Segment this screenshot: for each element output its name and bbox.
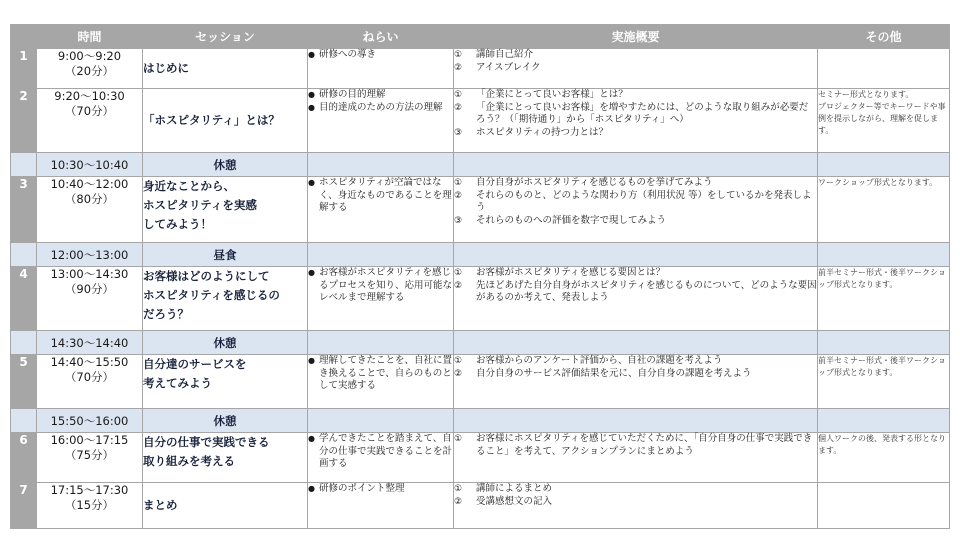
session-row bbox=[11, 89, 950, 153]
details-cell bbox=[454, 243, 818, 267]
detail-text: 「企業にとって良いお客様」とは？ bbox=[476, 89, 628, 100]
break-time: 15:50〜16:00 bbox=[37, 409, 143, 433]
session-title-line: ホスピタリティを実感 bbox=[143, 198, 257, 212]
aim-cell bbox=[308, 433, 454, 483]
detail-number: ② bbox=[454, 496, 463, 507]
session-title bbox=[143, 49, 308, 89]
aim-item bbox=[308, 433, 453, 471]
duration: （70分） bbox=[64, 370, 115, 384]
detail-text: お客様からのアンケート評価から、自社の課題を考えよう bbox=[476, 355, 723, 366]
details-cell bbox=[454, 355, 818, 409]
aim-text: 研修の目的理解 bbox=[319, 89, 386, 100]
other-cell bbox=[818, 49, 950, 89]
detail-item bbox=[454, 127, 817, 140]
details-cell bbox=[454, 153, 818, 177]
detail-item bbox=[454, 496, 817, 509]
detail-item bbox=[454, 280, 817, 305]
session-title-line: 自分達のサービスを bbox=[143, 357, 247, 371]
session-title-line: してみよう！ bbox=[143, 217, 212, 231]
aim-item bbox=[308, 49, 453, 62]
detail-number: ② bbox=[454, 280, 463, 291]
row-number: 3 bbox=[11, 177, 37, 243]
session-row bbox=[11, 267, 950, 331]
detail-number: ③ bbox=[454, 127, 463, 138]
aim-cell bbox=[308, 243, 454, 267]
duration: （80分） bbox=[64, 192, 115, 206]
other-cell bbox=[818, 89, 950, 153]
session-title-line: 自分の仕事で実践できる bbox=[143, 435, 270, 449]
break-label: 休憩 bbox=[143, 331, 308, 355]
schedule-body bbox=[11, 49, 950, 529]
session-title-line: お客様はどのようにして bbox=[143, 269, 270, 283]
detail-number: ① bbox=[454, 356, 463, 366]
bullet-icon: ● bbox=[308, 484, 315, 493]
break-time: 14:30〜14:40 bbox=[37, 331, 143, 355]
aim-item bbox=[308, 89, 453, 102]
session-title-line: 取り組みを考える bbox=[143, 454, 235, 468]
row-number: 6 bbox=[11, 433, 37, 483]
session-row bbox=[11, 177, 950, 243]
bullet-icon: ● bbox=[308, 90, 315, 99]
header-details: 実施概要 bbox=[454, 25, 818, 49]
break-time: 12:00〜13:00 bbox=[37, 243, 143, 267]
other-cell bbox=[818, 409, 950, 433]
bullet-icon: ● bbox=[308, 178, 315, 187]
time-range: 17:15〜17:30 bbox=[50, 483, 129, 497]
other-cell bbox=[818, 483, 950, 529]
detail-number: ① bbox=[454, 268, 463, 278]
detail-text: 受講感想文の記入 bbox=[476, 495, 553, 507]
session-title bbox=[143, 267, 308, 331]
header-number bbox=[11, 25, 37, 49]
detail-number: ② bbox=[454, 62, 463, 73]
other-cell bbox=[818, 243, 950, 267]
session-title bbox=[143, 483, 308, 529]
break-row bbox=[11, 153, 950, 177]
bullet-icon: ● bbox=[308, 268, 315, 277]
header-row bbox=[11, 25, 950, 49]
other-cell bbox=[818, 153, 950, 177]
detail-text: それらのものと、どのような関わり方（利用状況 等）をしているかを発表しよう bbox=[476, 189, 812, 213]
detail-item bbox=[454, 62, 817, 75]
session-title-line: 身近なことから、 bbox=[143, 179, 235, 193]
aim-item bbox=[308, 355, 453, 393]
detail-text: お客様がホスピタリティを感じる要因とは？ bbox=[476, 267, 666, 278]
detail-text: 自分自身がホスピタリティを感じるものを挙げてみよう bbox=[476, 177, 713, 188]
row-number bbox=[11, 331, 37, 355]
detail-number: ① bbox=[454, 178, 463, 188]
row-number: 2 bbox=[11, 89, 37, 153]
row-number bbox=[11, 243, 37, 267]
row-number bbox=[11, 153, 37, 177]
session-title-line: 考えてみよう bbox=[143, 376, 212, 390]
time-cell bbox=[37, 355, 143, 409]
detail-item bbox=[454, 483, 817, 496]
detail-text: 先ほどあげた自分自身がホスピタリティを感じるものについて、どのような要因があるのか考えて、発表しよう bbox=[476, 279, 817, 303]
detail-number: ① bbox=[454, 434, 463, 444]
header-aim: ねらい bbox=[308, 25, 454, 49]
time-range: 14:40〜15:50 bbox=[50, 355, 129, 369]
session-row bbox=[11, 483, 950, 529]
break-row bbox=[11, 331, 950, 355]
row-number: 1 bbox=[11, 49, 37, 89]
session-title-line: ホスピタリティを感じるの bbox=[143, 288, 280, 302]
aim-text: お客様がホスピタリティを感じるプロセスを知り、応用可能なレベルまで理解する bbox=[319, 267, 453, 303]
detail-text: 自分自身のサービス評価結果を元に、自分自身の課題を考えよう bbox=[476, 367, 752, 379]
other-cell bbox=[818, 267, 950, 331]
aim-text: 研修のポイント整理 bbox=[319, 483, 405, 494]
other-cell bbox=[818, 355, 950, 409]
time-range: 13:00〜14:30 bbox=[50, 267, 129, 281]
session-row bbox=[11, 49, 950, 89]
row-number: 4 bbox=[11, 267, 37, 331]
detail-text: 「企業にとって良いお客様」を増やすためには、どのような取り組みが必要だろう？（「期待通り」から「ホスピタリティ」へ） bbox=[476, 101, 809, 125]
detail-item bbox=[454, 49, 817, 62]
time-cell bbox=[37, 49, 143, 89]
header-session: セッション bbox=[143, 25, 308, 49]
duration: （75分） bbox=[64, 448, 115, 462]
duration: （15分） bbox=[64, 498, 115, 512]
time-range: 9:00〜9:20 bbox=[57, 49, 122, 63]
time-cell bbox=[37, 267, 143, 331]
session-title bbox=[143, 89, 308, 153]
aim-cell bbox=[308, 355, 454, 409]
aim-text: 理解してきたことを、自社に置き換えることで、自らのものとして実感する bbox=[319, 355, 453, 391]
bullet-icon: ● bbox=[308, 434, 315, 443]
detail-item bbox=[454, 177, 817, 190]
other-cell bbox=[818, 433, 950, 483]
break-row bbox=[11, 243, 950, 267]
detail-text: アイスブレイク bbox=[476, 61, 541, 73]
details-cell bbox=[454, 433, 818, 483]
time-cell bbox=[37, 177, 143, 243]
aim-cell bbox=[308, 177, 454, 243]
aim-cell bbox=[308, 331, 454, 355]
detail-item bbox=[454, 89, 817, 102]
session-title bbox=[143, 433, 308, 483]
detail-number: ③ bbox=[454, 215, 463, 226]
time-range: 9:20〜10:30 bbox=[54, 89, 125, 103]
detail-item bbox=[454, 355, 817, 368]
detail-item bbox=[454, 368, 817, 381]
aim-item bbox=[308, 267, 453, 305]
detail-number: ① bbox=[454, 50, 463, 60]
other-cell bbox=[818, 331, 950, 355]
row-number: 7 bbox=[11, 483, 37, 529]
duration: （90分） bbox=[64, 282, 115, 296]
other-note: 前半セミナー形式・後半ワークショップ形式となります。 bbox=[818, 268, 946, 289]
header-time: 時間 bbox=[37, 25, 143, 49]
aim-cell bbox=[308, 89, 454, 153]
aim-text: 目的達成のための方法の理解 bbox=[319, 101, 443, 113]
detail-text: 講師によるまとめ bbox=[476, 483, 553, 494]
detail-number: ② bbox=[454, 102, 463, 113]
other-cell bbox=[818, 177, 950, 243]
bullet-icon: ● bbox=[308, 50, 315, 59]
other-note: プロジェクター等でキーワードや事例を提示しながら、理解を促します。 bbox=[818, 102, 946, 135]
other-note: 個人ワークの後、発表する形となります。 bbox=[818, 434, 946, 455]
duration: （20分） bbox=[64, 64, 115, 78]
details-cell bbox=[454, 483, 818, 529]
session-title bbox=[143, 355, 308, 409]
other-note: ワークショップ形式となります。 bbox=[818, 178, 938, 187]
detail-number: ② bbox=[454, 368, 463, 379]
break-label: 昼食 bbox=[143, 243, 308, 267]
detail-item bbox=[454, 267, 817, 280]
detail-text: ホスピタリティの持つ力とは？ bbox=[476, 126, 609, 138]
session-title bbox=[143, 177, 308, 243]
aim-text: ホスピタリティが空論ではなく、身近なものであることを理解する bbox=[319, 177, 452, 213]
aim-cell bbox=[308, 49, 454, 89]
row-number: 5 bbox=[11, 355, 37, 409]
time-cell bbox=[37, 483, 143, 529]
duration: （70分） bbox=[64, 104, 115, 118]
aim-item bbox=[308, 483, 453, 496]
aim-text: 学んできたことを踏まえて、自分の仕事で実践できることを計画する bbox=[319, 433, 453, 469]
aim-cell bbox=[308, 483, 454, 529]
header-other: その他 bbox=[818, 25, 950, 49]
details-cell bbox=[454, 331, 818, 355]
detail-number: ② bbox=[454, 190, 463, 201]
details-cell bbox=[454, 49, 818, 89]
session-title-line: まとめ bbox=[143, 498, 178, 512]
detail-text: 講師自己紹介 bbox=[476, 49, 534, 60]
detail-item bbox=[454, 190, 817, 215]
detail-item bbox=[454, 433, 817, 458]
session-row bbox=[11, 355, 950, 409]
detail-number: ① bbox=[454, 484, 463, 494]
detail-text: それらのものへの評価を数字で現してみよう bbox=[476, 214, 667, 226]
detail-item bbox=[454, 102, 817, 127]
break-row bbox=[11, 409, 950, 433]
aim-cell bbox=[308, 267, 454, 331]
row-number bbox=[11, 409, 37, 433]
other-note: 前半セミナー形式・後半ワークショップ形式となります。 bbox=[818, 356, 946, 377]
break-time: 10:30〜10:40 bbox=[37, 153, 143, 177]
details-cell bbox=[454, 177, 818, 243]
detail-item bbox=[454, 215, 817, 228]
bullet-icon: ● bbox=[308, 356, 315, 365]
details-cell bbox=[454, 89, 818, 153]
schedule-table bbox=[10, 24, 950, 529]
aim-text: 研修への導き bbox=[319, 49, 377, 60]
other-note: セミナー形式となります。 bbox=[818, 90, 914, 99]
aim-cell bbox=[308, 153, 454, 177]
break-label: 休憩 bbox=[143, 153, 308, 177]
bullet-icon: ● bbox=[308, 102, 315, 112]
session-title-line: はじめに bbox=[143, 61, 189, 75]
time-range: 10:40〜12:00 bbox=[50, 177, 129, 191]
break-label: 休憩 bbox=[143, 409, 308, 433]
time-range: 16:00〜17:15 bbox=[50, 433, 129, 447]
session-row bbox=[11, 433, 950, 483]
time-cell bbox=[37, 89, 143, 153]
details-cell bbox=[454, 409, 818, 433]
session-title-line: だろう？ bbox=[143, 307, 189, 321]
time-cell bbox=[37, 433, 143, 483]
aim-cell bbox=[308, 409, 454, 433]
detail-number: ① bbox=[454, 90, 463, 100]
aim-item bbox=[308, 177, 453, 215]
detail-text: お客様にホスピタリティを感じていただくために、「自分自身の仕事で実践できること」を考えて、アクションプランにまとめよう bbox=[476, 433, 813, 457]
details-cell bbox=[454, 267, 818, 331]
session-title-line: 「ホスピタリティ」とは？ bbox=[143, 113, 280, 127]
aim-item bbox=[308, 102, 453, 115]
